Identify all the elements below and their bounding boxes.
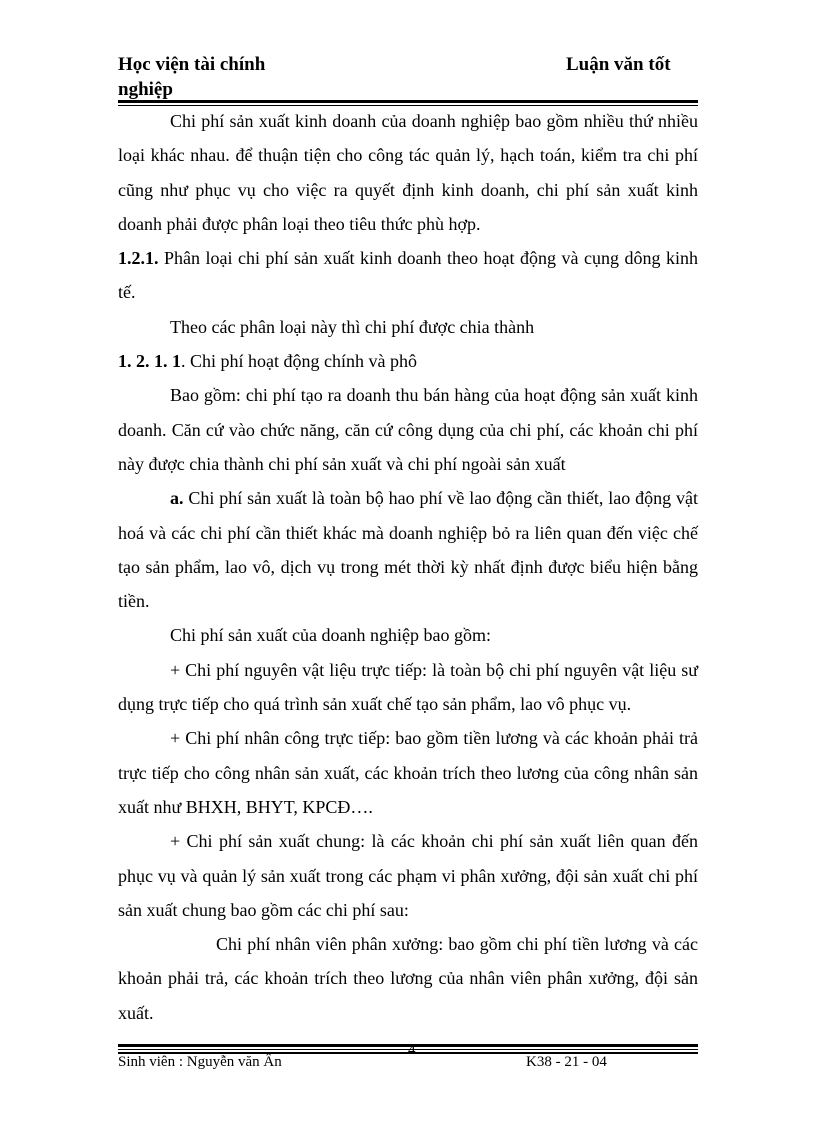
paragraph: Bao gồm: chi phí tạo ra doanh thu bán hàng của hoạt động sản xuất kinh doanh. Căn cứ vào chức năng, căn cứ công dụng của chi phí, các khoản chi phí này được chia thành chi phí sản xuất và chi phí ngoài sản xuất — [118, 385, 698, 474]
footer-class-code: K38 - 21 - 04 — [526, 1054, 607, 1070]
list-item: + Chi phí sản xuất chung: là các khoản chi phí sản xuất liên quan đến phục vụ và quản lý sản xuất trong các phạm vi phân xưởng, đội sản xuất chi phí sản xuất chung bao gồm các chi phí sau: — [118, 831, 698, 920]
footer-student-name: Sinh viên : Nguyễn văn Ân — [118, 1054, 282, 1070]
list-item: + Chi phí nguyên vật liệu trực tiếp: là toàn bộ chi phí nguyên vật liệu sư dụng trực tiếp cho quá trình sản xuất chế tạo sản phẩm, lao vô phục vụ. — [118, 659, 698, 715]
header-thesis-title: Luận văn tốt — [566, 54, 671, 75]
header-institution-continued: nghiệp — [118, 79, 173, 100]
subsection-title: . Chi phí hoạt động chính và phô — [181, 351, 417, 372]
header-rule — [118, 100, 698, 103]
header-institution: Học viện tài chính — [118, 54, 266, 75]
subsection-heading — [118, 344, 698, 378]
section-title: Phân loại chi phí sản xuất kinh doanh theo hoạt động và cụng dông kinh tế. — [118, 248, 698, 303]
page-number: 4 — [408, 1042, 416, 1058]
paragraph: Theo các phân loại này thì chi phí được chia thành — [170, 316, 535, 337]
section-number: 1.2.1. — [118, 248, 159, 269]
item-label: a. — [170, 488, 184, 509]
subsection-number: 1. 2. 1. 1 — [118, 351, 181, 372]
section-heading — [118, 241, 698, 310]
paragraph — [118, 481, 698, 618]
paragraph: Chi phí sản xuất kinh doanh của doanh nghiệp bao gồm nhiều thứ nhiều loại khác nhau. để thuận tiện cho công tác quản lý, hạch toán, kiểm tra chi phí cũng như phục vụ cho việc ra quyết định kinh doanh, chi phí sản xuất kinh doanh phải được phân loại theo tiêu thức phù hợp. — [118, 111, 698, 234]
paragraph: Chi phí nhân viên phân xưởng: bao gồm chi phí tiền lương và các khoản phải trả, các khoản trích theo lương của nhân viên phân xưởng, đội sản xuất. — [118, 934, 698, 1023]
item-text: Chi phí sản xuất là toàn bộ hao phí về lao động cần thiết, lao động vật hoá và các chi phí cần thiết khác mà doanh nghiệp bỏ ra liên quan đến việc chế tạo sản phẩm, lao vô, dịch vụ trong mét thời kỳ nhất định được biểu hiện bằng tiền. — [118, 488, 698, 612]
document-body — [118, 104, 698, 1030]
list-item: + Chi phí nhân công trực tiếp: bao gồm tiền lương và các khoản phải trả trực tiếp cho công nhân sản xuất, các khoản trích theo lương của công nhân sản xuất như BHXH, BHYT, KPCĐ…. — [118, 728, 698, 817]
paragraph: Chi phí sản xuất của doanh nghiệp bao gồm: — [170, 625, 491, 646]
